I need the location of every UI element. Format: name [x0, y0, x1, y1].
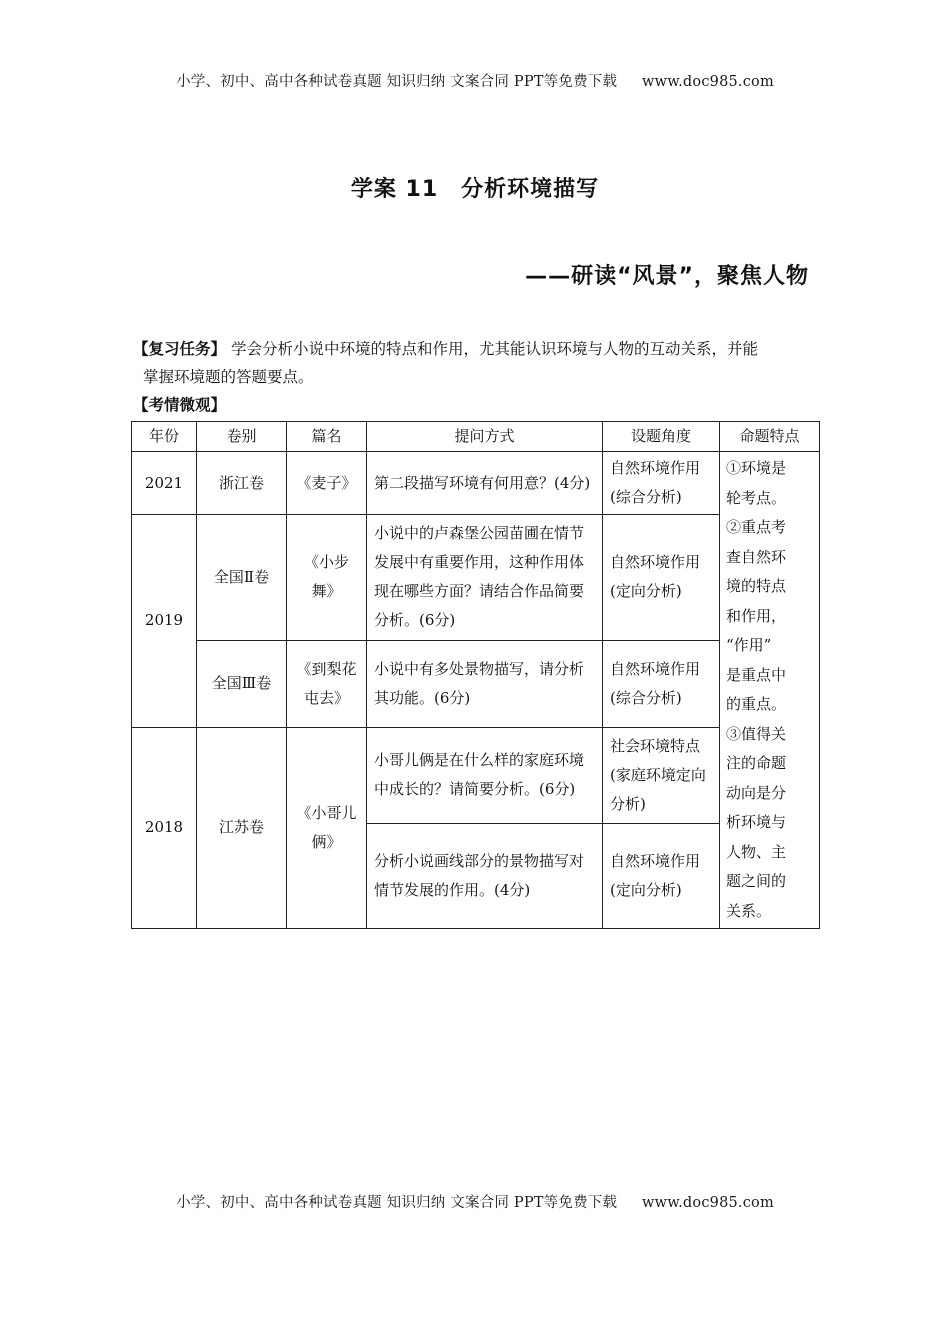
table-row	[132, 452, 820, 515]
header-year: 年份	[132, 422, 197, 452]
page-title: 学案 11 分析环境描写	[350, 177, 600, 202]
cell-angle: 自然环境作用(定向分析)	[603, 515, 720, 641]
cell-paper: 全国Ⅱ卷	[197, 515, 287, 641]
review-task-label: 【复习任务】	[133, 340, 227, 358]
table-row	[132, 515, 820, 641]
cell-year: 2021	[132, 452, 197, 515]
cell-title: 《到梨花屯去》	[287, 640, 367, 727]
header-question: 提问方式	[367, 422, 603, 452]
feature-line: 和作用，	[726, 606, 787, 625]
cell-angle: 自然环境作用(综合分析)	[603, 452, 720, 515]
feature-line: 题之间的	[726, 872, 787, 890]
feature-line: 关系。	[726, 901, 772, 920]
review-task-text-line1: 学会分析小说中环境的特点和作用，尤其能认识环境与人物的互动关系，并能	[230, 340, 758, 358]
cell-question: 小说中有多处景物描写，请分析其功能。(6分)	[367, 640, 603, 727]
feature-line: 查自然环	[726, 547, 787, 566]
cell-year: 2018	[132, 727, 197, 929]
cell-question: 小哥儿俩是在什么样的家庭环境中成长的？请简要分析。(6分)	[367, 727, 603, 824]
feature-line: “作用”	[726, 636, 772, 654]
feature-line: 的重点。	[726, 695, 787, 713]
exam-table	[131, 421, 820, 929]
cell-angle: 自然环境作用(综合分析)	[603, 640, 720, 727]
cell-question: 小说中的卢森堡公园苗圃在情节发展中有重要作用，这种作用体现在哪些方面？请结合作品简要分析。(6分)	[367, 515, 603, 641]
cell-angle: 自然环境作用(定向分析)	[603, 824, 720, 929]
feature-line: ②重点考	[726, 518, 787, 536]
table-header-row	[132, 422, 820, 452]
page-subtitle: ——研读“风景”，聚焦人物	[525, 264, 809, 289]
review-task-text-line2: 掌握环境题的答题要点。	[143, 368, 314, 386]
header-feature: 命题特点	[720, 422, 820, 452]
feature-line: ③值得关	[726, 724, 787, 743]
table-row	[132, 640, 820, 727]
page-footer	[0, 1191, 950, 1212]
feature-line: 注的命题	[726, 754, 787, 772]
cell-title: 《麦子》	[287, 452, 367, 515]
header-title: 篇名	[287, 422, 367, 452]
header-paper: 卷别	[197, 422, 287, 452]
feature-line: 轮考点。	[726, 488, 787, 507]
cell-feature	[720, 452, 820, 929]
cell-question: 分析小说画线部分的景物描写对情节发展的作用。(4分)	[367, 824, 603, 929]
header-url[interactable]: www.doc985.com	[641, 74, 774, 90]
feature-line: 动向是分	[726, 783, 787, 802]
feature-line: ①环境是	[726, 459, 787, 477]
header-angle: 设题角度	[603, 422, 720, 452]
cell-angle: 社会环境特点(家庭环境定向分析)	[603, 727, 720, 824]
header-text: 小学、初中、高中各种试卷真题 知识归纳 文案合同 PPT等免费下载	[176, 74, 618, 90]
cell-paper: 江苏卷	[197, 727, 287, 929]
cell-question: 第二段描写环境有何用意？(4分)	[367, 452, 603, 515]
feature-line: 境的特点	[726, 577, 787, 595]
cell-year: 2019	[132, 515, 197, 728]
page-header	[0, 70, 950, 91]
exam-section-label: 【考情微观】	[133, 396, 227, 414]
feature-line: 是重点中	[726, 665, 787, 684]
review-task	[133, 335, 823, 391]
feature-line: 析环境与	[726, 813, 787, 831]
footer-text: 小学、初中、高中各种试卷真题 知识归纳 文案合同 PPT等免费下载	[176, 1195, 618, 1211]
cell-paper: 全国Ⅲ卷	[197, 640, 287, 727]
footer-url[interactable]: www.doc985.com	[641, 1195, 774, 1211]
cell-title: 《小步舞》	[287, 515, 367, 641]
cell-paper: 浙江卷	[197, 452, 287, 515]
feature-line: 人物、主	[726, 842, 787, 861]
table-row	[132, 727, 820, 824]
cell-title: 《小哥儿俩》	[287, 727, 367, 929]
